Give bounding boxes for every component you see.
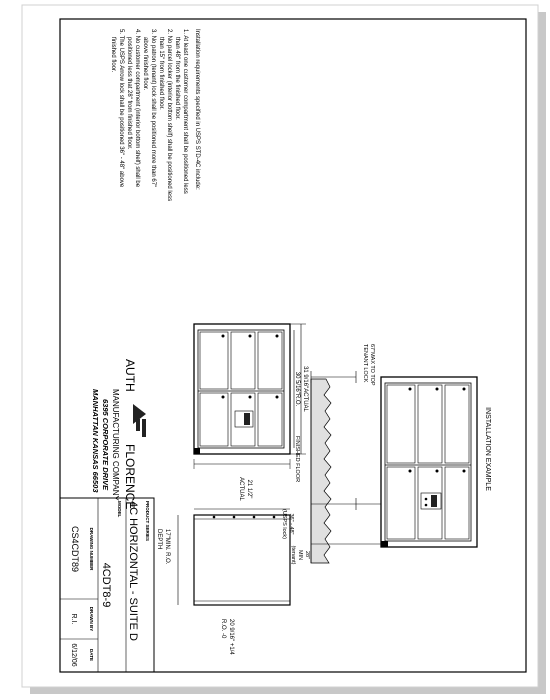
- note-1b: than 48" from the finished floor.: [174, 37, 180, 120]
- min-dim-text-3: (tenant): [290, 545, 296, 565]
- note-1a: 1. At least one customer compartment shall be positioned less: [182, 29, 188, 194]
- model-number: 4CDT8-9: [100, 562, 112, 608]
- finished-floor-label: FINISHED FLOOR: [294, 435, 300, 483]
- drawn-by: R.I.: [70, 613, 77, 625]
- drawing-number-label: DRAWING NUMBER: [89, 527, 94, 571]
- usps-dim-text-1: 36" - 48": [288, 513, 294, 535]
- date-label: DATE: [89, 649, 94, 661]
- date: 6/12/06: [70, 643, 77, 667]
- company-mfg: MANUFACTURING COMPANY: [111, 389, 120, 501]
- note-3a: 3. No patron (tenant) lock shall be positioned more than 67": [150, 29, 156, 188]
- wall-hatch: [311, 379, 331, 563]
- note-3b: above finished floor.: [142, 37, 148, 91]
- usps-dim-text-2: (USPS lock): [281, 509, 287, 539]
- model-label: MODEL: [117, 501, 122, 518]
- note-5a: 5. The USPS Arrow lock shall be positioned 36" - 48" above: [118, 29, 124, 188]
- drawing-number: CS4CDT89: [70, 525, 80, 573]
- install-title: INSTALLATION EXAMPLE: [484, 407, 491, 491]
- actual-height-label-2: ACTUAL: [238, 477, 244, 501]
- notes-intro: Installation requirements specified in USPS STD-4C include:: [194, 29, 200, 190]
- company-name-2: FLORENCE: [123, 444, 137, 510]
- min-dim-text-2: MIN: [297, 549, 303, 561]
- actual-height-label-1: 21 1/2": [246, 479, 252, 499]
- ro-width-label: 30 5/16"R.O.: [294, 371, 300, 407]
- install-notes: [110, 29, 200, 201]
- company-address: 6395 CORPORATE DRIVE: [101, 399, 110, 491]
- note-2a: 2. No parcel locker (interior bottom shelf) shall be positioned less: [166, 29, 172, 202]
- tenant-lock-text-2: TENANT LOCK: [362, 344, 368, 383]
- note-5b: finished floor.: [110, 37, 116, 73]
- min-ro-label-2: DEPTH: [156, 529, 162, 550]
- sheet: [22, 5, 538, 687]
- drawn-by-label: DRAWN BY: [89, 606, 94, 632]
- min-ro-label-1: 17"MIN. R.O.: [164, 529, 170, 565]
- product-series: 4C HORIZONTAL - SUITE D: [127, 501, 139, 641]
- note-2b: than 15" from finished floor.: [158, 37, 164, 110]
- ro-depth-label-2: R.O. -0: [220, 619, 226, 639]
- product-series-label: PRODUCT SERIES: [145, 501, 150, 542]
- ro-depth-label-1: 20 9/16" +1/4: [228, 619, 234, 655]
- min-dim-text-1: 28": [304, 550, 310, 560]
- actual-width-label: 31 9/16"ACTUAL: [302, 366, 308, 412]
- note-4a: 4. No customer compartment (interior bottom shelf) shall be: [134, 29, 140, 188]
- tenant-lock-text-1: 67"MAX TO TOP: [369, 344, 375, 386]
- company-name-1: AUTH: [123, 359, 137, 392]
- note-4b: positioned less that 28" from finished floor.: [126, 37, 132, 150]
- company-city: MANHATTAN KANSAS 66503: [91, 389, 100, 493]
